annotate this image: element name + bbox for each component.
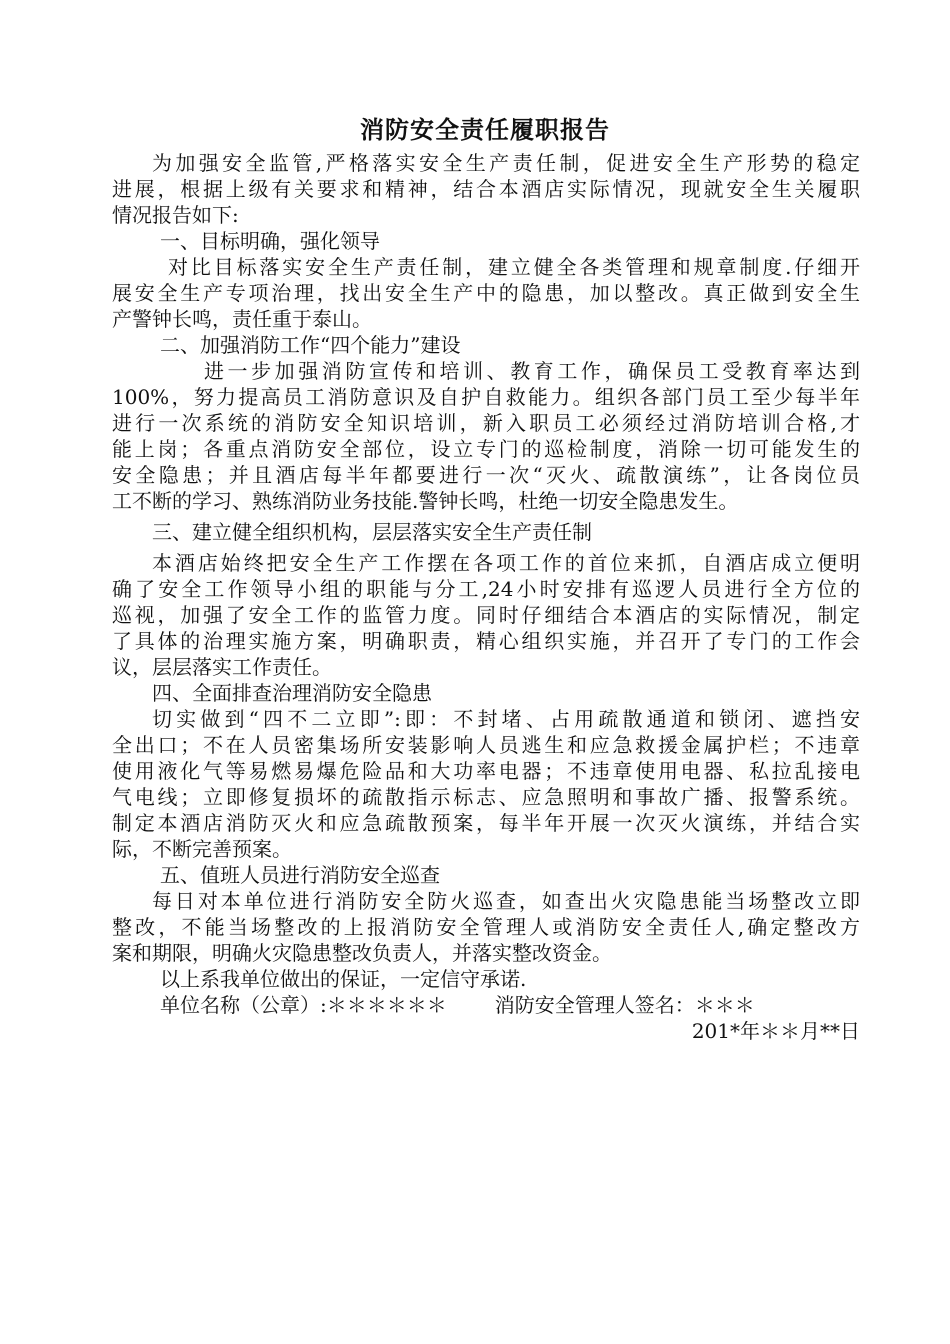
section-heading-1: 一、目标明确，强化领导 — [160, 229, 380, 253]
paragraph-line: 安全隐患；并且酒店每半年都要进行一次“灭火、疏散演练”，让各岗位员 — [112, 463, 860, 487]
paragraph-line: 切实做到“四不二立即”:即：不封堵、占用疏散通道和锁闭、遮挡安 — [152, 707, 860, 731]
paragraph-line: 能上岗；各重点消防安全部位，设立专门的巡检制度，消除一切可能发生的 — [112, 437, 860, 461]
section-heading-3: 三、建立健全组织机构，层层落实安全生产责任制 — [152, 520, 592, 544]
paragraph-line: 确了安全工作领导小组的职能与分工,24小时安排有巡逻人员进行全方位的 — [112, 577, 860, 601]
paragraph-line: 议，层层落实工作责任。 — [112, 655, 332, 679]
paragraph-line: 全出口；不在人员密集场所安装影响人员逃生和应急救援金属护栏；不违章 — [112, 733, 860, 757]
document-date: 201*年＊＊月**日 — [691, 1019, 860, 1043]
paragraph-line: 整改，不能当场整改的上报消防安全管理人或消防安全责任人,确定整改方 — [112, 915, 860, 939]
paragraph-line: 情况报告如下: — [112, 203, 239, 227]
paragraph-line: 对比目标落实安全生产责任制，建立健全各类管理和规章制度.仔细开 — [168, 255, 860, 279]
paragraph-line: 巡视，加强了安全工作的监管力度。同时仔细结合本酒店的实际情况，制定 — [112, 603, 860, 627]
paragraph-line: 为加强安全监管,严格落实安全生产责任制，促进安全生产形势的稳定 — [152, 151, 860, 175]
paragraph-line: 进展，根据上级有关要求和精神，结合本酒店实际情况，现就安全生关履职 — [112, 177, 860, 201]
paragraph-line: 气电线；立即修复损坏的疏散指示标志、应急照明和事故广播、报警系统。 — [112, 785, 860, 809]
paragraph-line: 案和期限，明确火灾隐患整改负责人，并落实整改资金。 — [112, 941, 612, 965]
unit-name-label: 单位名称（公章）:＊＊＊＊＊＊ — [160, 993, 447, 1017]
paragraph-line: 每日对本单位进行消防安全防火巡查，如查出火灾隐患能当场整改立即 — [152, 889, 860, 913]
paragraph-line: 使用液化气等易燃易爆危险品和大功率电器；不违章使用电器、私拉乱接电 — [112, 759, 860, 783]
closing-statement: 以上系我单位做出的保证，一定信守承诺. — [160, 967, 527, 991]
paragraph-line: 产警钟长鸣，责任重于泰山。 — [112, 307, 372, 331]
signature-line — [112, 992, 860, 1018]
section-heading-4: 四、全面排查治理消防安全隐患 — [152, 681, 432, 705]
section-heading-5: 五、值班人员进行消防安全巡查 — [160, 863, 440, 887]
paragraph-line: 制定本酒店消防灭火和应急疏散预案，每半年开展一次灭火演练，并结合实 — [112, 811, 860, 835]
paragraph-line: 工不断的学习、熟练消防业务技能.警钟长鸣，杜绝一切安全隐患发生。 — [112, 489, 739, 513]
document-body — [112, 150, 860, 1044]
manager-signature-label: 消防安全管理人签名：＊＊＊ — [494, 993, 755, 1017]
paragraph-line: 了具体的治理实施方案，明确职责，精心组织实施，并召开了专门的工作会 — [112, 629, 860, 653]
paragraph-line: 际，不断完善预案。 — [112, 837, 292, 861]
paragraph-line: 展安全生产专项治理，找出安全生产中的隐患，加以整改。真正做到安全生 — [112, 281, 860, 305]
paragraph-line: 进行一次系统的消防安全知识培训，新入职员工必须经过消防培训合格,才 — [112, 411, 860, 435]
paragraph-line: 进一步加强消防宣传和培训、教育工作，确保员工受教育率达到 — [204, 359, 860, 383]
paragraph-line: 100%，努力提高员工消防意识及自护自救能力。组织各部门员工至少每半年 — [112, 385, 860, 409]
document-title: 消防安全责任履职报告 — [360, 116, 610, 144]
section-heading-2: 二、加强消防工作“四个能力”建设 — [160, 333, 461, 357]
paragraph-line: 本酒店始终把安全生产工作摆在各项工作的首位来抓，自酒店成立便明 — [152, 551, 860, 575]
